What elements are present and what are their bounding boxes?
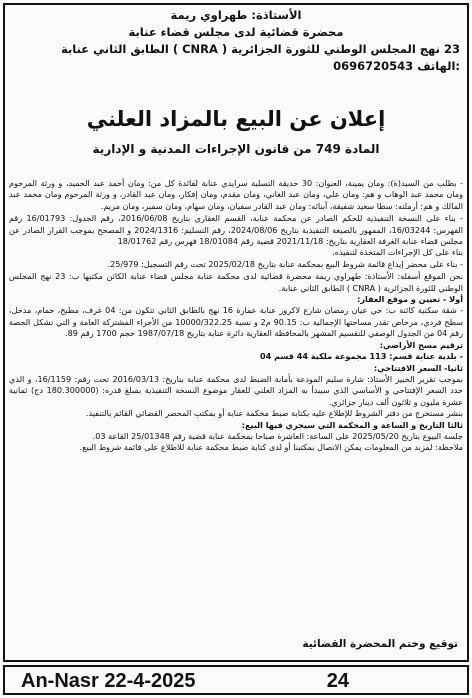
paragraph-procedures: بناء على كل الإجراءات المتخذة لتنفيذه.: [332, 247, 463, 258]
page-number: 24: [326, 670, 349, 692]
paragraph-deposit: - بناء على محضر إيداع قائمة شروط البيع بمحكمة عنابة بتاريخ 2025/02/18 تحت رقم التسجيل: 25/979.: [107, 258, 463, 269]
bailiff-phone-row: [12, 58, 460, 75]
paragraph-price: بموجب تقرير الخبير الأستاذ: شارة سليم المودعة بأمانة الضبط لدى محكمة عنابة بتاريخ: 2016/03/13 تحت رقم: 16/1159، و الذي حدد السعر الإفتتاحي و الأساسي الذي سيبدأ به المزاد العلني للعقار موضوع النسخة التنفيذية بمبلغ قدره: (180.300000 دج) ثمانية عشرة مليون و ثلاثون ألف دينار جزائري.: [9, 373, 463, 407]
bailiff-title: محضرة قضائية لدى مجلس قضاء عنابة: [128, 25, 344, 39]
notice-body: [9, 178, 463, 454]
paragraph-note: ملاحظة: لمزيد من المعلومات يمكن الاتصال بمكتبنا أو لدى كتابة ضبط محكمة عنابة للاطلاع على قائمة شروط البيع.: [79, 442, 463, 453]
bailiff-name: الأستاذة: طهراوي ريمة: [170, 8, 302, 22]
notice-subtitle: المادة 749 من قانون الإجراءات المدنية و الإدارية: [92, 142, 380, 156]
bailiff-header: [12, 7, 460, 75]
signature-line: توقيع وختم المحضرة القضائية: [302, 638, 458, 650]
phone-label: الهاتف:: [417, 59, 460, 73]
phone-number: 0696720543: [333, 59, 414, 73]
newspaper-footer: [3, 665, 469, 695]
section-cadastre-heading: ترقيم مسح الأراضي:: [379, 339, 463, 350]
publication-date: An-Nasr 22-4-2025: [21, 670, 196, 692]
paragraph-publication: بنشر مستخرج من دفتر الشروط للإطلاع عليه بكتابة ضبط محكمة عنابة أو بمكتب المحضر القضائي القائم بالتنفيذ.: [85, 408, 463, 419]
section-property-heading: أولا - تعيين و موقع العقار:: [357, 294, 463, 305]
section-price-heading: ثانيا- السعر الافتتاحي:: [373, 362, 463, 373]
paragraph-requester: - بطلب من السيد(ة): ومان يمينة، العنوان: 30 حديقة التسلية سرايدي عنابة لفائدة كل من: ومان أحمد عبد الحميد، و ورثة المرحوم ومان محمد عبد الوهاب و هم: ومان علي، ومان عبد الغاني، ومان مقدم، ومان إفكار، ومان عبد القادر، و ورثة المرحوم ومان محمد عبد المالك و هم: أرملته: سطا سعيد شفيقة، أبنائه: ومان عبد القادر سفيان، ومان سهام، ومان سمير، ومان مريم.: [9, 178, 463, 211]
bailiff-address: 23 نهج المجلس الوطني للثورة الجزائرية ( CNRA ) الطابق الثاني عنابة: [60, 42, 460, 56]
notice-title: إعلان عن البيع بالمزاد العلني: [86, 107, 386, 131]
paragraph-judgment: - بناء على النسخة التنفيذية للحكم الصادر عن محكمة عنابة، القسم العقاري بتاريخ 2016/06/08، رقم الجدول: 16/01793 رقم الفهرس: 16/03244، الممهور بالصيغة التنفيذية بتاريخ 2024/08/06، رقم التسليم: 2024/1316 و المصحح بموجب القرار الصادر عن مجلس قضاء عنابة الغرفة العقارية بتاريخ: 2021/11/18 قضية رقم 18/01084 فهرس رقم 18/01762: [9, 213, 464, 247]
paragraph-sale-session: جلسة البيوع بتاريخ 2025/05/20 على الساعة: العاشرة صباحا بمحكمة عنابة قضية رقم 25/01348 القاعة 03.: [92, 430, 463, 441]
paragraph-undersigned: نحن الموقع أسفله: الأستاذة: طهراوي ريمة محضرة قضائية لدى محكمة عنابة مجلس قضاء عنابة الكائن مكتبها ب: 23 نهج المجلس الوطني للثورة الجزائرية ( CNRA ) الطابق الثاني عنابة.: [9, 271, 463, 293]
section-sale-heading: ثالثا التاريخ و الساعة و المحكمة التي سيجري فيها البيع:: [241, 419, 463, 430]
paragraph-cadastre: - بلدية عنابة قسم: 113 مجموعة ملكية 44 قسم 04: [260, 351, 463, 362]
paragraph-property: - شقة سكنية كائنة ب: حي عيان رمضان شارع لاكروز عنابة عمارة 16 نهج بالطابق الثاني تتكون من: 04 غرف، مطبخ، حمام، مدخل، سطح فردي، مرحاض تقدر مساحتها الإجمالية ب: 90.15 م2 و نسبة 10000/322.25 من الأجزاء المشتركة العامة و التي تشكل الحصة رقم 04 من الجدول الوصفي للتقسيم المشهر بالمحافظة العقارية دائرة عنابة بتاريخ 1987/07/18 حجم 1700 رقم 89.: [9, 305, 464, 339]
